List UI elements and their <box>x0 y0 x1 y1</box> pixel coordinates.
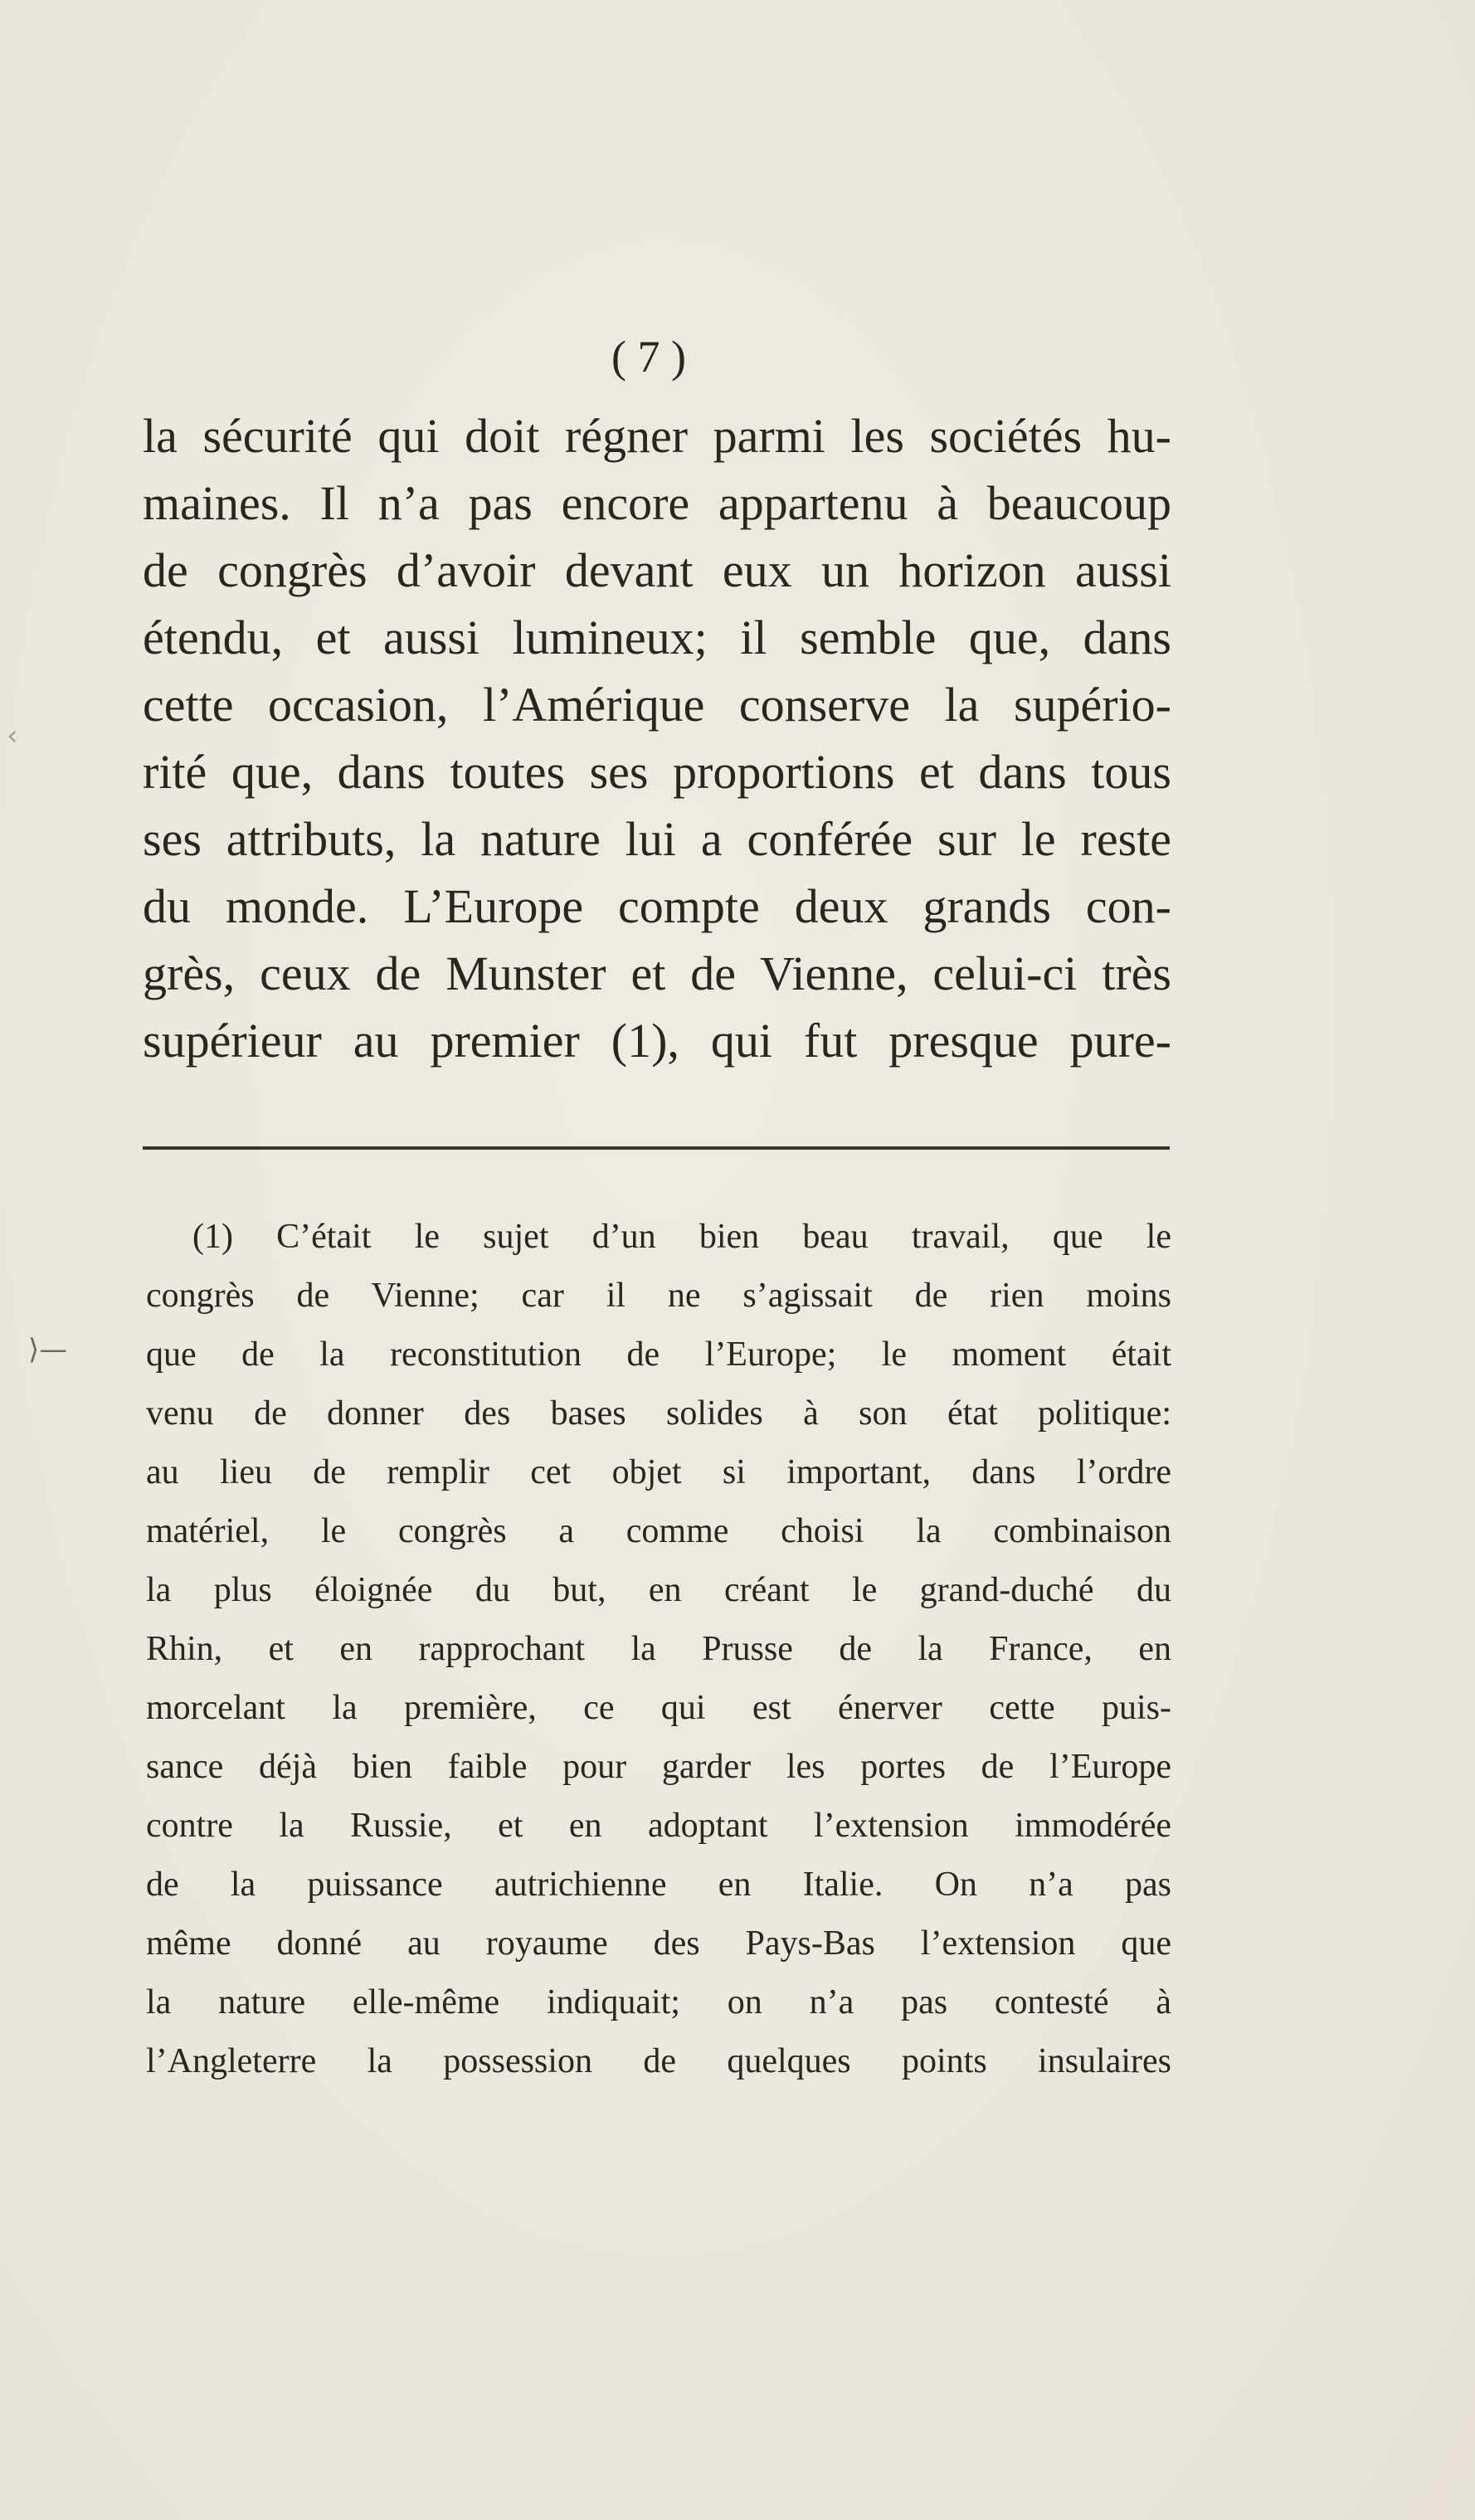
footnote-line-1: (1) C’était le sujet d’un bien beau travail, que le <box>192 1218 1171 1256</box>
footnote-line-14: la nature elle-même indiquait; on n’a pas contesté à <box>146 1983 1171 2021</box>
footnote-line-7: la plus éloignée du but, en créant le grand-duché du <box>146 1571 1171 1609</box>
footnote-line-2: congrès de Vienne; car il ne s’agissait de rien moins <box>146 1277 1171 1315</box>
margin-ink-speck: ‹ <box>7 719 18 752</box>
page-number: ( 7 ) <box>611 332 686 382</box>
main-text-line-3: de congrès d’avoir devant eux un horizon aussi <box>143 543 1171 597</box>
footnote-line-12: de la puissance autrichienne en Italie. On n’a pas <box>146 1866 1171 1904</box>
footnote-line-9: morcelant la première, ce qui est énerver cette puis- <box>146 1689 1171 1727</box>
margin-ink-mark: ⟩— <box>28 1333 68 1366</box>
main-text-line-10: supérieur au premier (1), qui fut presque pure- <box>143 1014 1171 1068</box>
main-text-line-7: ses attributs, la nature lui a conférée sur le reste <box>143 812 1171 866</box>
footnote-line-6: matériel, le congrès a comme choisi la combinaison <box>146 1512 1171 1550</box>
footnote-line-8: Rhin, et en rapprochant la Prusse de la France, en <box>146 1630 1171 1668</box>
footnote-line-15: l’Angleterre la possession de quelques points insulaires <box>146 2042 1171 2080</box>
footnote-line-13: même donné au royaume des Pays-Bas l’extension que <box>146 1924 1171 1963</box>
main-text-line-5: cette occasion, l’Amérique conserve la supério- <box>143 678 1171 732</box>
footnote-line-11: contre la Russie, et en adoptant l’extension immodérée <box>146 1807 1171 1845</box>
footnote-line-3: que de la reconstitution de l’Europe; le moment était <box>146 1335 1171 1374</box>
main-text-line-4: étendu, et aussi lumineux; il semble que, dans <box>143 611 1171 664</box>
footnote-line-10: sance déjà bien faible pour garder les portes de l’Europe <box>146 1748 1171 1786</box>
main-text-line-1: la sécurité qui doit régner parmi les sociétés hu- <box>143 409 1171 463</box>
main-text-line-2: maines. Il n’a pas encore appartenu à beaucoup <box>143 476 1171 530</box>
footnote-line-4: venu de donner des bases solides à son état politique: <box>146 1394 1171 1433</box>
main-text-line-9: grès, ceux de Munster et de Vienne, celui-ci très <box>143 946 1171 1000</box>
main-text-line-6: rité que, dans toutes ses proportions et dans tous <box>143 745 1171 799</box>
footnote-separator <box>143 1146 1170 1150</box>
footnote-line-5: au lieu de remplir cet objet si important, dans l’ordre <box>146 1453 1171 1491</box>
main-text-line-8: du monde. L’Europe compte deux grands con- <box>143 879 1171 933</box>
